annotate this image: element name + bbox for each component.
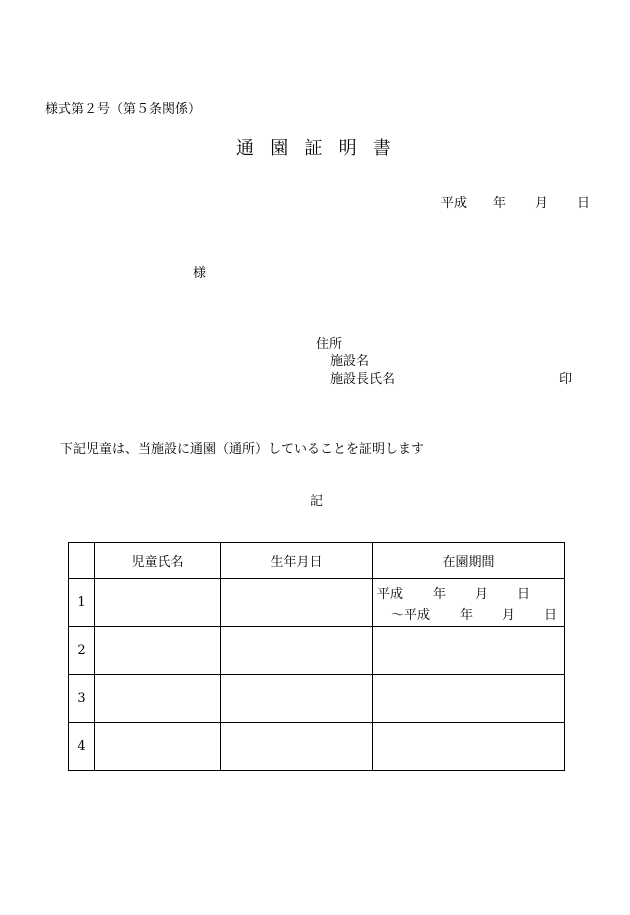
enrollment-period-cell[interactable] xyxy=(373,627,565,675)
table-row xyxy=(69,675,565,723)
enrollment-period-cell[interactable] xyxy=(373,579,565,627)
header-child-name: 児童氏名 xyxy=(95,543,221,579)
child-name-cell[interactable] xyxy=(95,627,221,675)
child-table xyxy=(68,542,565,771)
row-number: 1 xyxy=(69,579,95,627)
row-number: 4 xyxy=(69,723,95,771)
table-row xyxy=(69,723,565,771)
document-title: 通園証明書 xyxy=(236,138,407,159)
date-era: 平成 xyxy=(441,196,468,211)
table-row xyxy=(69,579,565,627)
enrollment-period-cell[interactable] xyxy=(373,723,565,771)
period-end xyxy=(391,604,564,623)
period-start-year: 年 xyxy=(433,586,447,602)
date-year-unit: 年 xyxy=(493,196,507,211)
birth-date-cell[interactable] xyxy=(221,723,373,771)
form-number: 様式第２号（第５条関係） xyxy=(45,102,202,117)
table-row xyxy=(69,627,565,675)
issuer-address-label: 住所 xyxy=(316,337,343,352)
period-start-month: 月 xyxy=(475,586,489,602)
child-name-cell[interactable] xyxy=(95,579,221,627)
birth-date-cell[interactable] xyxy=(221,675,373,723)
enrollment-period-cell[interactable] xyxy=(373,675,565,723)
period-start xyxy=(377,583,564,602)
period-end-era: 平成 xyxy=(404,607,431,623)
table-header-row xyxy=(69,543,565,579)
date-day-unit: 日 xyxy=(577,196,591,211)
birth-date-cell[interactable] xyxy=(221,627,373,675)
period-end-year: 年 xyxy=(460,607,474,623)
issue-date xyxy=(441,192,590,211)
period-end-month: 月 xyxy=(502,607,516,623)
period-start-day: 日 xyxy=(517,586,531,602)
ki-heading: 記 xyxy=(310,494,324,509)
addressee-suffix: 様 xyxy=(193,266,207,281)
child-name-cell[interactable] xyxy=(95,723,221,771)
row-number: 2 xyxy=(69,627,95,675)
header-number xyxy=(69,543,95,579)
period-end-prefix: ～ xyxy=(391,607,405,623)
period-end-day: 日 xyxy=(544,607,558,623)
seal-mark: 印 xyxy=(559,372,573,387)
date-month-unit: 月 xyxy=(535,196,549,211)
birth-date-cell[interactable] xyxy=(221,579,373,627)
header-birth-date: 生年月日 xyxy=(221,543,373,579)
header-enrollment-period: 在園期間 xyxy=(373,543,565,579)
child-name-cell[interactable] xyxy=(95,675,221,723)
certification-statement: 下記児童は、当施設に通園（通所）していることを証明します xyxy=(60,442,425,457)
row-number: 3 xyxy=(69,675,95,723)
period-start-era: 平成 xyxy=(377,586,404,602)
issuer-facility-label: 施設名 xyxy=(330,354,370,369)
issuer-head-label: 施設長氏名 xyxy=(330,372,396,387)
